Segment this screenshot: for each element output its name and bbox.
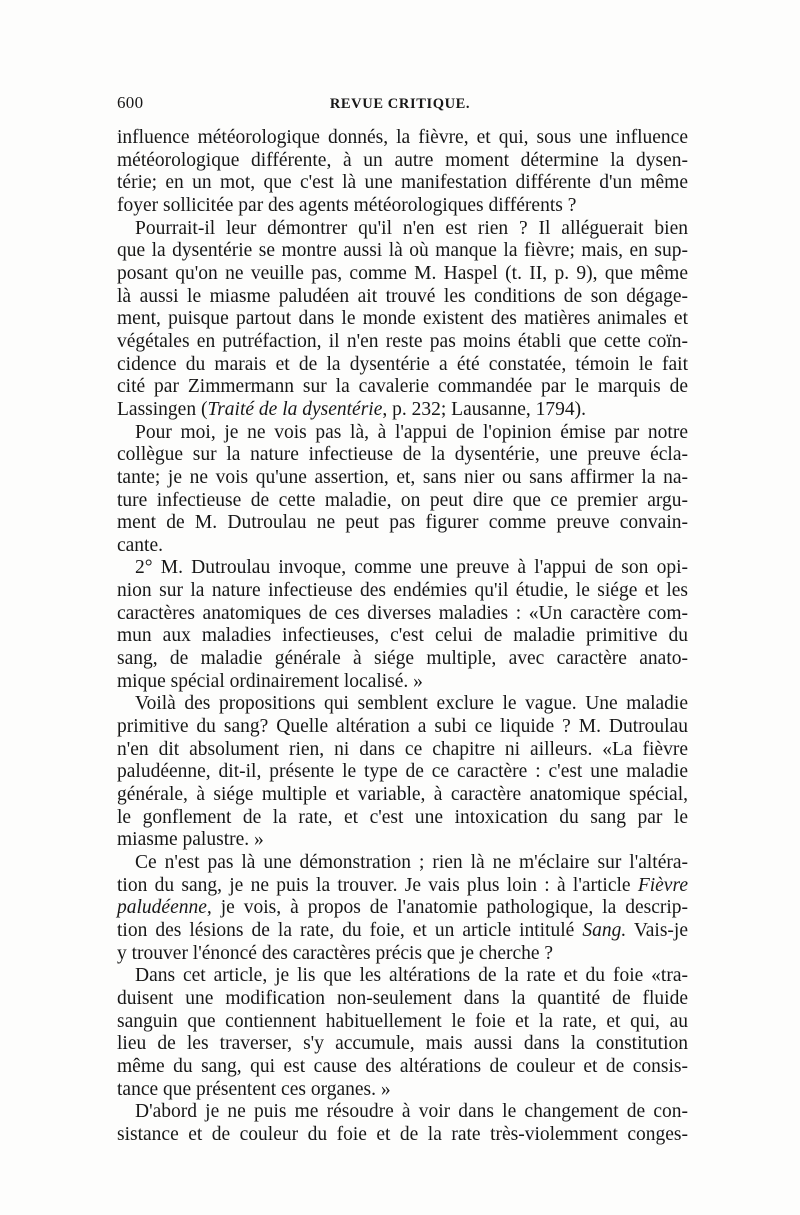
paragraph [117, 693, 688, 852]
text-line: là aussi le miasme paludéen ait trouvé les conditions de son dégage- [117, 285, 688, 307]
text-line: collègue sur la nature infectieuse de la dysentérie, une preuve écla- [117, 444, 688, 466]
text-line: térie; en un mot, que c'est là une manifestation différente d'un même [117, 172, 688, 194]
text-line: que la dysentérie se montre aussi là où manque la fièvre; mais, en sup- [117, 240, 688, 262]
text-line: D'abord je ne puis me résoudre à voir dans le changement de con- [135, 1101, 688, 1123]
text-line: foyer sollicitée par des agents météorologiques différents ? [117, 194, 577, 216]
text-line: ment, puisque partout dans le monde existent des matières animales et [117, 308, 688, 330]
body-text [117, 127, 688, 1147]
text-line [117, 897, 688, 920]
text-line: caractères anatomiques de ces diverses maladies : «Un caractère com- [117, 602, 688, 624]
text-line: duisent une modification non-seulement dans la quantité de fluide [117, 987, 688, 1009]
text-line: tance que présentent ces organes. » [117, 1078, 391, 1100]
text-line: le gonflement de la rate, et c'est une intoxication du sang par le [117, 806, 688, 828]
paragraph [117, 218, 688, 422]
text-line: ture infectieuse de cette maladie, on peut dire que ce premier argu- [117, 489, 688, 511]
text-line: cidence du marais et de la dysentérie a été constatée, témoin le fait [117, 353, 688, 375]
italic-text: paludéenne, [117, 897, 212, 919]
text-line: Voilà des propositions qui semblent exclure le vague. Une maladie [135, 693, 688, 715]
running-title: REVUE CRITIQUE. [329, 96, 471, 112]
text-line: tante; je ne vois qu'une assertion, et, sans nier ou sans affirmer la na- [117, 466, 688, 488]
text-line: posant qu'on ne veuille pas, comme M. Haspel (t. II, p. 9), que même [117, 262, 688, 284]
text-segment: Vais-je [626, 919, 689, 941]
text-segment: Lassingen ( [117, 398, 208, 420]
text-line: lieu de les traverser, s'y accumule, mais aussi dans la constitution [117, 1033, 688, 1055]
text-line: végétales en putréfaction, il n'en reste pas moins établi que cette coïn- [117, 330, 688, 352]
text-line: cité par Zimmermann sur la cavalerie commandée par le marquis de [117, 376, 688, 398]
text-line: mique spécial ordinairement localisé. » [117, 670, 423, 692]
text-line: n'en dit absolument rien, ni dans ce chapitre ni ailleurs. «La fièvre [117, 738, 688, 760]
text-line: 2° M. Dutroulau invoque, comme une preuve à l'appui de son opi- [135, 557, 688, 579]
text-line: ment de M. Dutroulau ne peut pas figurer comme preuve convain- [117, 512, 688, 534]
text-line [117, 875, 688, 898]
paragraph [117, 1101, 688, 1146]
text-line: miasme palustre. » [117, 829, 264, 851]
text-line: sang, de maladie générale à siége multiple, avec caractère anato- [117, 648, 688, 670]
text-line: influence météorologique donnés, la fièvre, et qui, sous une influence [117, 127, 688, 148]
text-line: Dans cet article, je lis que les altérations de la rate et du foie «tra- [135, 965, 688, 987]
italic-text: Sang. [582, 919, 627, 941]
text-segment: , p. 232; Lausanne, 1794). [382, 398, 587, 420]
paragraph [117, 852, 688, 965]
text-segment: je vois, à propos de l'anatomie pathologique, la descrip- [211, 897, 688, 919]
text-line: Pour moi, je ne vois pas là, à l'appui de l'opinion émise par notre [135, 421, 688, 443]
italic-text: Traité de la dysentérie [207, 398, 383, 420]
text-line: générale, à siége multiple et variable, à caractère anatomique spécial, [117, 784, 688, 806]
italic-text: Fièvre [637, 874, 688, 896]
paragraph [117, 557, 688, 693]
text-line: même du sang, qui est cause des altérations de couleur et de consis- [117, 1055, 688, 1077]
paragraph [117, 422, 688, 558]
text-line: mun aux maladies infectieuses, c'est celui de maladie primitive du [117, 625, 688, 647]
paragraph [117, 965, 688, 1101]
text-line [117, 920, 688, 943]
text-line: y trouver l'énoncé des caractères précis que je cherche ? [117, 942, 554, 964]
text-line: primitive du sang? Quelle altération a subi ce liquide ? M. Dutroulau [117, 716, 688, 738]
text-line: sistance et de couleur du foie et de la rate très-violemment conges- [117, 1123, 688, 1145]
text-segment: tion des lésions de la rate, du foie, et un article intitulé [117, 919, 583, 941]
paragraph [117, 127, 688, 218]
text-line: cante. [117, 534, 164, 556]
text-line: sanguin que contiennent habituellement le foie et la rate, et qui, au [117, 1010, 688, 1032]
text-line: Pourrait-il leur démontrer qu'il n'en est rien ? Il alléguerait bien [135, 217, 688, 239]
text-line: paludéenne, dit-il, présente le type de ce caractère : c'est une maladie [117, 761, 688, 783]
text-line: Ce n'est pas là une démonstration ; rien là ne m'éclaire sur l'altéra- [135, 852, 688, 873]
text-segment: tion du sang, je ne puis la trouver. Je vais plus loin : à l'article [117, 874, 638, 896]
page-number: 600 [117, 93, 144, 112]
text-line: météorologique différente, à un autre moment détermine la dysen- [117, 149, 688, 171]
text-line [117, 399, 688, 422]
text-line: nion sur la nature infectieuse des endémies qu'il étudie, le siége et les [117, 580, 688, 602]
